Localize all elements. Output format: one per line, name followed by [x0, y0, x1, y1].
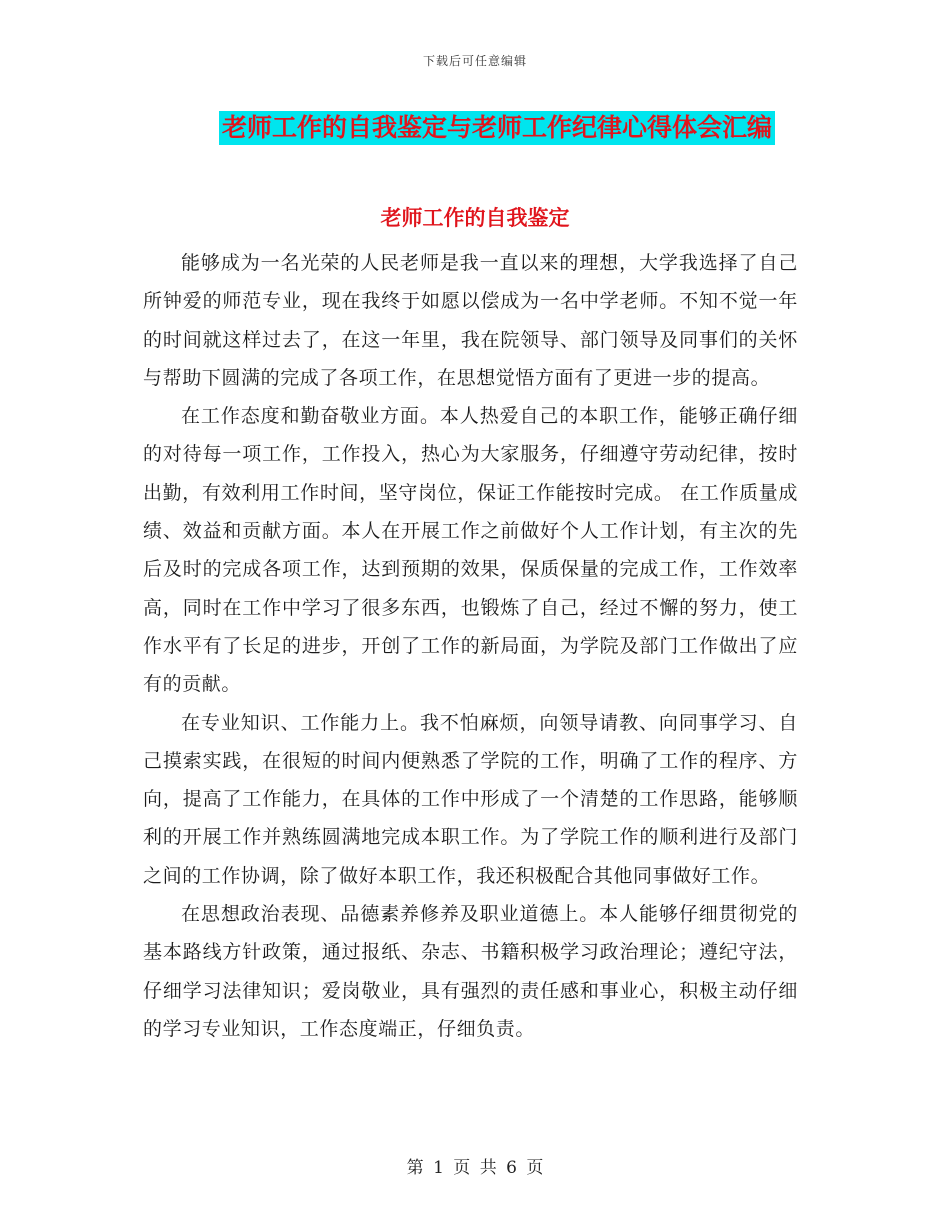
paragraph-4: 在思想政治表现、品德素养修养及职业道德上。本人能够仔细贯彻党的基本路线方针政策，通过报纸、杂志、书籍积极学习政治理论；遵纪守法，仔细学习法律知识；爱岗敬业，具有强烈的责任感和事业心，积极主动仔细的学习专业知识，工作态度端正，仔细负责。	[143, 903, 798, 1040]
paragraph-3: 在专业知识、工作能力上。我不怕麻烦，向领导请教、向同事学习、自己摸索实践，在很短的时间内便熟悉了学院的工作，明确了工作的程序、方向，提高了工作能力，在具体的工作中形成了一个清楚的工作思路，能够顺利的开展工作并熟练圆满地完成本职工作。为了学院工作的顺利进行及部门之间的工作协调，除了做好本职工作，我还积极配合其他同事做好工作。	[143, 711, 798, 887]
main-title-container	[0, 111, 950, 145]
section-title: 老师工作的自我鉴定	[380, 206, 570, 230]
paragraph-1: 能够成为一名光荣的人民老师是我一直以来的理想，大学我选择了自己所钟爱的师范专业，现在我终于如愿以偿成为一名中学老师。不知不觉一年的时间就这样过去了，在这一年里，我在院领导、部门领导及同事们的关怀与帮助下圆满的完成了各项工作，在思想觉悟方面有了更进一步的提高。	[143, 252, 798, 389]
paragraph-2: 在工作态度和勤奋敬业方面。本人热爱自己的本职工作，能够正确仔细的对待每一项工作，工作投入，热心为大家服务，仔细遵守劳动纪律，按时出勤，有效利用工作时间，坚守岗位，保证工作能按时完成。 在工作质量成绩、效益和贡献方面。本人在开展工作之前做好个人工作计划，有主次的先后及时的完成各项工作，达到预期的效果，保质保量的完成工作，工作效率高，同时在工作中学习了很多东西，也锻炼了自己，经过不懈的努力，使工作水平有了长足的进步，开创了工作的新局面，为学院及部门工作做出了应有的贡献。	[143, 405, 798, 696]
page-header-note: 下载后可任意编辑	[422, 54, 527, 68]
document-body	[143, 244, 798, 1048]
main-title: 老师工作的自我鉴定与老师工作纪律心得体会汇编	[219, 111, 775, 145]
page-number-footer: 第 1 页 共 6 页	[406, 1158, 544, 1178]
